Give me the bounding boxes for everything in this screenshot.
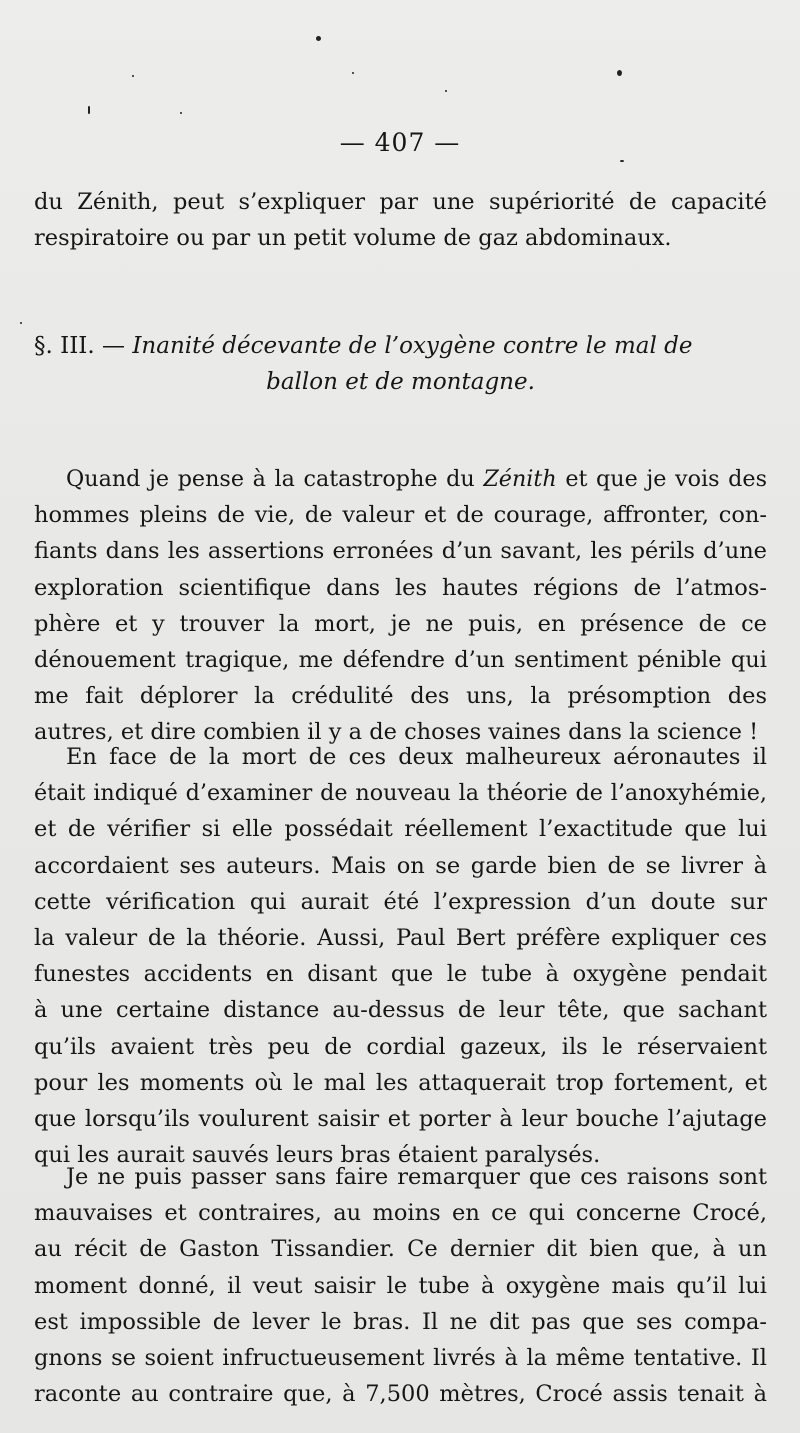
- section-heading-line1: [34, 328, 767, 364]
- text-line: au récit de Gaston Tissandier. Ce dernier dit bien que, à un: [34, 1236, 767, 1263]
- section-number: §. III. —: [34, 333, 126, 359]
- scan-speck: [316, 36, 321, 41]
- scan-speck: [445, 90, 447, 92]
- text-line: funestes accidents en disant que le tube à oxygène pendait: [34, 961, 767, 988]
- text-line: qu’ils avaient très peu de cordial gazeux, ils le réservaient: [34, 1033, 767, 1060]
- text-line: En face de la mort de ces deux malheureux aéronautes il: [66, 744, 767, 770]
- text-line: à une certaine distance au-dessus de leur tête, que sachant: [34, 997, 767, 1024]
- text-line: fiants dans les assertions erronées d’un savant, les périls d’une: [34, 538, 767, 565]
- text-line: la valeur de la théorie. Aussi, Paul Bert préfère expliquer ces: [34, 924, 767, 951]
- text-line: autres, et dire combien il y a de choses vaines dans la science !: [34, 719, 759, 746]
- text-span: Quand je pense à la catastrophe du: [66, 466, 475, 492]
- scan-speck: [180, 112, 182, 114]
- text-line: et de vérifier si elle possédait réellement l’exactitude que lui: [34, 816, 767, 843]
- paragraph-3: [34, 1159, 767, 1412]
- scan-speck: [20, 322, 22, 324]
- text-line: respiratoire ou par un petit volume de gaz abdominaux.: [34, 225, 672, 252]
- text-line: que lorsqu’ils voulurent saisir et porter à leur bouche l’ajutage: [34, 1105, 767, 1132]
- text-line: phère et y trouver la mort, je ne puis, en présence de ce: [34, 610, 767, 637]
- text-line: accordaient ses auteurs. Mais on se garde bien de se livrer à: [34, 852, 767, 879]
- scan-speck: [352, 72, 354, 74]
- section-title-line1: Inanité décevante de l’oxygène contre le mal de: [132, 333, 693, 359]
- text-line: hommes pleins de vie, de valeur et de courage, affronter, con-: [34, 502, 767, 529]
- text-line: mauvaises et contraires, au moins en ce qui concerne Crocé,: [34, 1200, 767, 1227]
- scan-speck: [88, 106, 90, 114]
- text-line: Je ne puis passer sans faire remarquer que ces raisons sont: [66, 1164, 767, 1190]
- text-line: qui les aurait sauvés leurs bras étaient paralysés.: [34, 1142, 601, 1169]
- text-line: pour les moments où le mal les attaquerait trop fortement, et: [34, 1069, 767, 1096]
- intro-paragraph: [34, 184, 767, 256]
- text-line: exploration scientifique dans les hautes régions de l’atmos-: [34, 574, 767, 601]
- text-line: gnons se soient infructueusement livrés à la même tentative. Il: [34, 1344, 767, 1371]
- text-line: [34, 461, 767, 497]
- text-line: est impossible de lever le bras. Il ne dit pas que ses compa-: [34, 1308, 767, 1335]
- text-line: dénouement tragique, me défendre d’un sentiment pénible qui: [34, 646, 767, 673]
- page-number: — 407 —: [339, 128, 461, 157]
- section-heading: [34, 328, 767, 400]
- italic-ship-name: Zénith: [483, 466, 557, 492]
- text-line: moment donné, il veut saisir le tube à oxygène mais qu’il lui: [34, 1272, 767, 1299]
- text-line: raconte au contraire que, à 7,500 mètres, Crocé assis tenait à: [34, 1381, 767, 1408]
- text-line: était indiqué d’examiner de nouveau la théorie de l’anoxyhémie,: [34, 780, 767, 807]
- scan-speck: [620, 160, 624, 162]
- text-span: et que je vois des: [565, 466, 767, 492]
- scan-speck: [617, 70, 622, 76]
- text-line: me fait déplorer la crédulité des uns, la présomption des: [34, 683, 767, 710]
- text-line: du Zénith, peut s’expliquer par une supériorité de capacité: [34, 189, 767, 215]
- scan-speck: [132, 75, 134, 77]
- text-line: cette vérification qui aurait été l’expression d’un doute sur: [34, 888, 767, 915]
- paragraph-2: [34, 739, 767, 1173]
- section-title-line2: ballon et de montagne.: [266, 369, 535, 395]
- paragraph-1: [34, 461, 767, 751]
